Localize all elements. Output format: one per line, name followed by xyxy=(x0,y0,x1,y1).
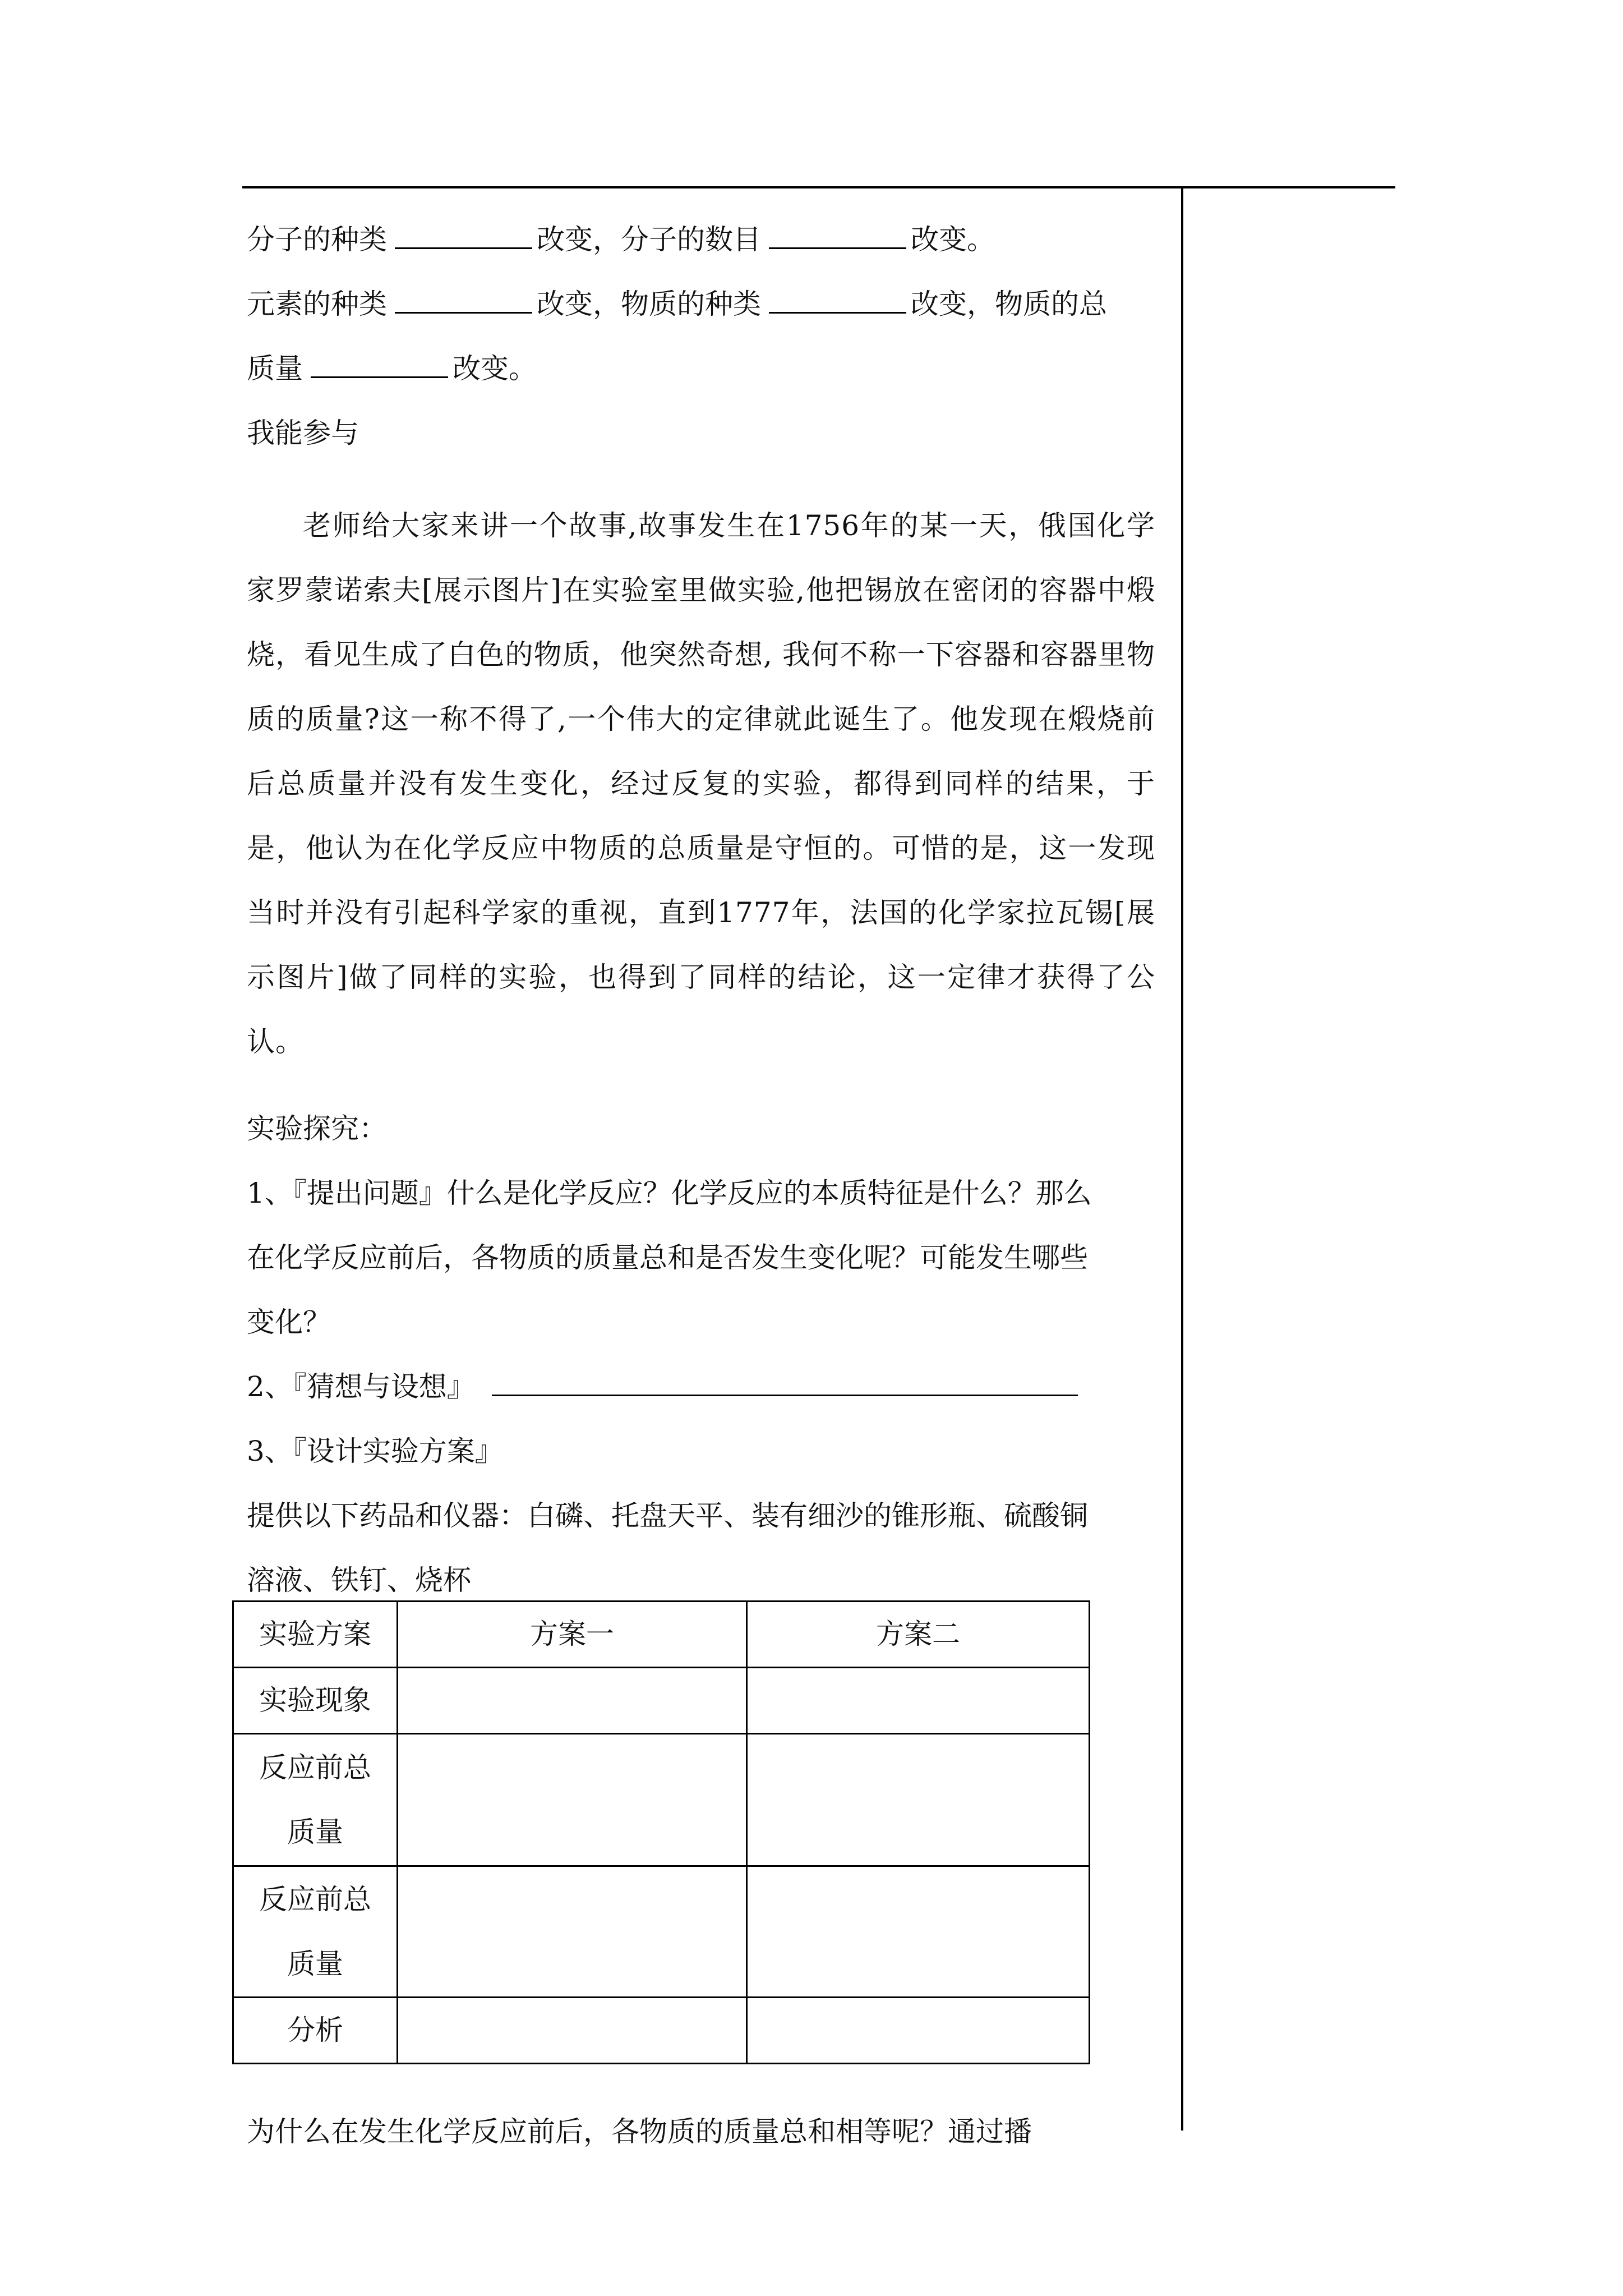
closing-line: 为什么在发生化学反应前后，各物质的质量总和相等呢？通过播 xyxy=(247,2115,1032,2148)
row-label: 反应前总 质量 xyxy=(233,1734,398,1866)
table-row xyxy=(233,1998,1090,2064)
story-paragraph: 老师给大家来讲一个故事,故事发生在1756年的某一天，俄国化学家罗蒙诺索夫[展示图片]在实验室里做实验,他把锡放在密闭的容器中煅烧，看见生成了白色的物质，他突然奇想, 我何不称一下容器和容器里物质的质量?这一称不得了,一个伟大的定律就此诞生了。他发现在煅烧前后总质量并没有发生变化，经过反复的实验，都得到同样的结果，于是，他认为在化学反应中物质的总质量是守恒的。可惜的是，这一发现当时并没有引起科学家的重视，直到1777年，法国的化学家拉瓦锡[展示图片]做了同样的实验，也得到了同样的结论，这一定律才获得了公认。 xyxy=(247,509,1155,1058)
blank-field[interactable] xyxy=(395,285,532,314)
table-cell[interactable] xyxy=(747,1998,1090,2064)
table-row xyxy=(233,1668,1090,1734)
experiment-heading: 实验探究： xyxy=(247,1112,387,1145)
main-column xyxy=(247,208,1155,1613)
blank-field[interactable] xyxy=(769,285,906,314)
table-header-cell: 方案二 xyxy=(747,1602,1090,1668)
fill-line-3: 质量 改变。 xyxy=(247,337,1155,401)
table-header-cell: 方案一 xyxy=(398,1602,747,1668)
fill-line-2: 元素的种类 改变，物质的种类 改变，物质的总 xyxy=(247,272,1155,337)
table-cell[interactable] xyxy=(398,1734,747,1866)
table-row xyxy=(233,1602,1090,1668)
question-3: 3、『设计实验方案』 xyxy=(247,1435,503,1467)
experiment-table xyxy=(232,1600,1090,2064)
table-cell[interactable] xyxy=(747,1734,1090,1866)
blank-field[interactable] xyxy=(769,220,906,249)
row-label: 实验现象 xyxy=(233,1668,398,1734)
table-row xyxy=(233,1866,1090,1998)
table-header-cell: 实验方案 xyxy=(233,1602,398,1668)
question-1-line-1: 1、『提出问题』什么是化学反应？化学反应的本质特征是什么？那么 xyxy=(247,1177,1092,1209)
top-rule xyxy=(242,186,1395,188)
blank-field[interactable] xyxy=(311,349,448,378)
hypothesis-blank[interactable] xyxy=(492,1368,1078,1396)
question-1-line-3: 变化？ xyxy=(247,1306,331,1338)
row-label: 分析 xyxy=(233,1998,398,2064)
question-1-line-2: 在化学反应前后，各物质的质量总和是否发生变化呢？可能发生哪些 xyxy=(247,1241,1088,1274)
table-cell[interactable] xyxy=(398,1668,747,1734)
row-label: 反应前总 质量 xyxy=(233,1866,398,1998)
blank-field[interactable] xyxy=(395,220,532,249)
section-heading: 我能参与 xyxy=(247,417,359,449)
table-cell[interactable] xyxy=(398,1998,747,2064)
materials-line-2: 溶液、铁钉、烧杯 xyxy=(247,1564,471,1596)
table-cell[interactable] xyxy=(747,1668,1090,1734)
question-2: 2、『猜想与设想』 xyxy=(247,1355,1155,1419)
table-row xyxy=(233,1734,1090,1866)
table-cell[interactable] xyxy=(398,1866,747,1998)
materials-line-1: 提供以下药品和仪器：白磷、托盘天平、装有细沙的锥形瓶、硫酸铜 xyxy=(247,1499,1088,1532)
column-divider xyxy=(1181,186,1183,2131)
table-cell[interactable] xyxy=(747,1866,1090,1998)
fill-line-1: 分子的种类 改变，分子的数目 改变。 xyxy=(247,208,1155,272)
